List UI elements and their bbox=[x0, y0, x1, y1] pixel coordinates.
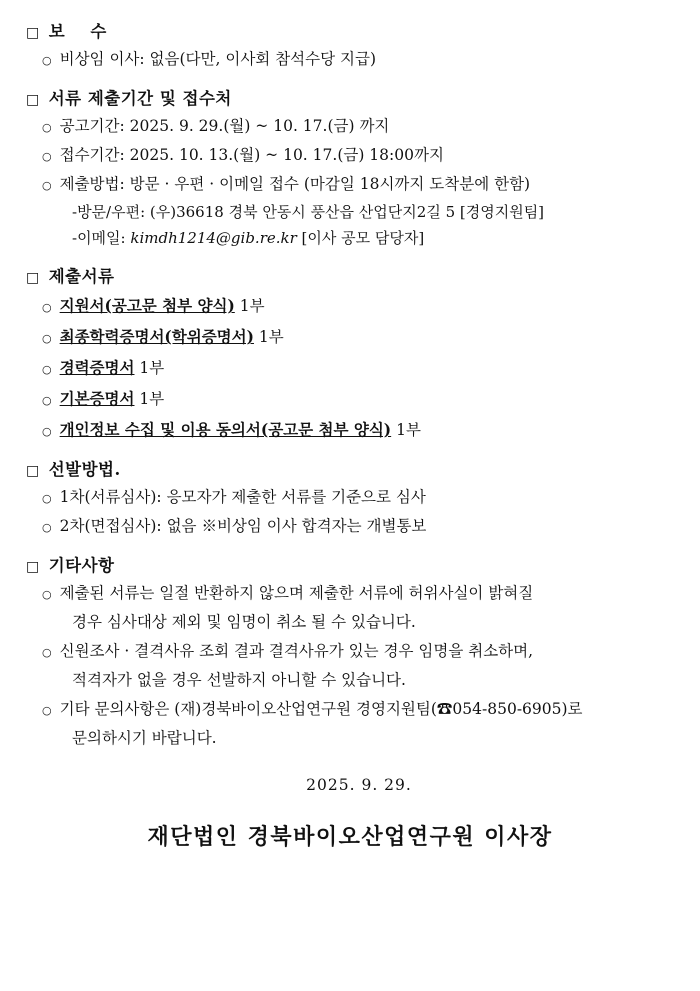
circle-bullet-icon: ○ bbox=[42, 363, 52, 377]
email-label: -이메일: bbox=[72, 228, 131, 247]
list-item-text: 접수기간: 2025. 10. 13.(월) ~ 10. 17.(금) 18:00까지 bbox=[59, 146, 444, 165]
email-address[interactable]: kimdh1214@gib.re.kr bbox=[130, 228, 297, 247]
circle-bullet-icon: ○ bbox=[42, 54, 52, 67]
document-name: 지원서(공고문 첨부 양식) bbox=[59, 296, 235, 316]
email-note: [이사 공모 담당자] bbox=[296, 228, 425, 247]
section-title: 서류 제출기간 및 접수처 bbox=[48, 89, 232, 109]
list-item bbox=[26, 418, 674, 442]
list-item bbox=[26, 485, 674, 509]
section-heading bbox=[26, 85, 674, 109]
circle-bullet-icon: ○ bbox=[42, 588, 52, 602]
section-heading bbox=[26, 18, 674, 42]
document-count: 1부 bbox=[234, 297, 265, 316]
list-item bbox=[26, 581, 674, 605]
document-name: 경력증명서 bbox=[59, 358, 135, 378]
list-item-text bbox=[60, 387, 674, 411]
section-heading bbox=[26, 263, 674, 287]
circle-bullet-icon: ○ bbox=[42, 121, 52, 135]
circle-bullet-icon: ○ bbox=[42, 704, 52, 718]
list-item bbox=[26, 325, 674, 349]
list-item-text-continued: 적격자가 없을 경우 선발하지 아니할 수 있습니다. bbox=[72, 671, 406, 690]
list-item bbox=[26, 514, 674, 538]
square-bullet-icon: □ bbox=[26, 270, 40, 287]
list-item bbox=[26, 114, 674, 138]
list-item-text-continued: 경우 심사대상 제외 및 임명이 취소 될 수 있습니다. bbox=[72, 613, 416, 632]
circle-bullet-icon: ○ bbox=[42, 301, 52, 315]
list-item bbox=[26, 172, 674, 196]
list-item-text bbox=[60, 418, 674, 442]
list-item-text bbox=[60, 294, 674, 318]
circle-bullet-icon: ○ bbox=[42, 646, 52, 660]
section-title: 제출서류 bbox=[48, 267, 115, 287]
section-heading bbox=[26, 552, 674, 576]
list-item bbox=[26, 639, 674, 663]
circle-bullet-icon: ○ bbox=[42, 425, 52, 439]
document-count: 1부 bbox=[134, 359, 165, 378]
square-bullet-icon: □ bbox=[26, 25, 40, 41]
list-item-text: 제출방법: 방문 · 우편 · 이메일 접수 (마감일 18시까지 도착분에 한함) bbox=[59, 175, 531, 194]
section-title: 보 수 bbox=[48, 22, 117, 41]
section-title: 기타사항 bbox=[48, 556, 115, 576]
list-item-text: 신원조사 · 결격사유 조회 결과 결격사유가 있는 경우 임명을 취소하며, bbox=[59, 642, 534, 661]
section-other-matters bbox=[26, 552, 674, 750]
document-name: 기본증명서 bbox=[59, 389, 135, 409]
sub-line-email bbox=[26, 227, 674, 250]
document-name: 개인정보 수집 및 이용 동의서(공고문 첨부 양식) bbox=[59, 420, 392, 440]
square-bullet-icon: □ bbox=[26, 559, 40, 576]
list-item bbox=[26, 143, 674, 167]
document-count: 1부 bbox=[134, 390, 165, 409]
circle-bullet-icon: ○ bbox=[42, 394, 52, 408]
section-heading bbox=[26, 456, 674, 480]
document-name: 최종학력증명서(학위증명서) bbox=[59, 327, 254, 347]
square-bullet-icon: □ bbox=[26, 92, 40, 109]
list-item-text: 1차(서류심사): 응모자가 제출한 서류를 기준으로 심사 bbox=[59, 488, 426, 507]
list-item-text: 공고기간: 2025. 9. 29.(월) ~ 10. 17.(금) 까지 bbox=[59, 117, 390, 136]
list-item-text-continued: 문의하시기 바랍니다. bbox=[72, 729, 217, 748]
issuing-organization: 재단법인 경북바이오산업연구원 이사장 bbox=[147, 824, 553, 851]
list-item-text: 기타 문의사항은 (재)경북바이오산업연구원 경영지원팀(☎054-850-6905)로 bbox=[59, 700, 583, 719]
list-item bbox=[26, 294, 674, 318]
section-compensation bbox=[26, 18, 674, 71]
list-item bbox=[26, 387, 674, 411]
circle-bullet-icon: ○ bbox=[42, 179, 52, 193]
list-item-text: 비상임 이사: 없음(다만, 이사회 참석수당 지급) bbox=[59, 50, 377, 68]
list-item bbox=[26, 356, 674, 380]
circle-bullet-icon: ○ bbox=[42, 150, 52, 164]
section-selection-method bbox=[26, 456, 674, 538]
sub-line-visit-mail: -방문/우편: (우)36618 경북 안동시 풍산읍 산업단지2길 5 [경영지원팀] bbox=[72, 203, 545, 222]
circle-bullet-icon: ○ bbox=[42, 332, 52, 346]
list-item-text: 제출된 서류는 일절 반환하지 않으며 제출한 서류에 허위사실이 밝혀질 bbox=[59, 584, 534, 603]
list-item-text: 2차(면접심사): 없음 ※비상임 이사 합격자는 개별통보 bbox=[59, 517, 427, 536]
square-bullet-icon: □ bbox=[26, 463, 40, 480]
list-item bbox=[26, 697, 674, 721]
circle-bullet-icon: ○ bbox=[42, 492, 52, 506]
document-count: 1부 bbox=[391, 421, 421, 440]
circle-bullet-icon: ○ bbox=[42, 521, 52, 535]
list-item-text bbox=[60, 325, 674, 349]
section-title: 선발방법. bbox=[48, 460, 121, 480]
list-item-text bbox=[60, 356, 674, 380]
list-item bbox=[26, 47, 674, 71]
section-submission-period bbox=[26, 85, 674, 249]
document-count: 1부 bbox=[253, 328, 284, 347]
issue-date: 2025. 9. 29. bbox=[306, 776, 412, 795]
section-required-documents bbox=[26, 263, 674, 442]
